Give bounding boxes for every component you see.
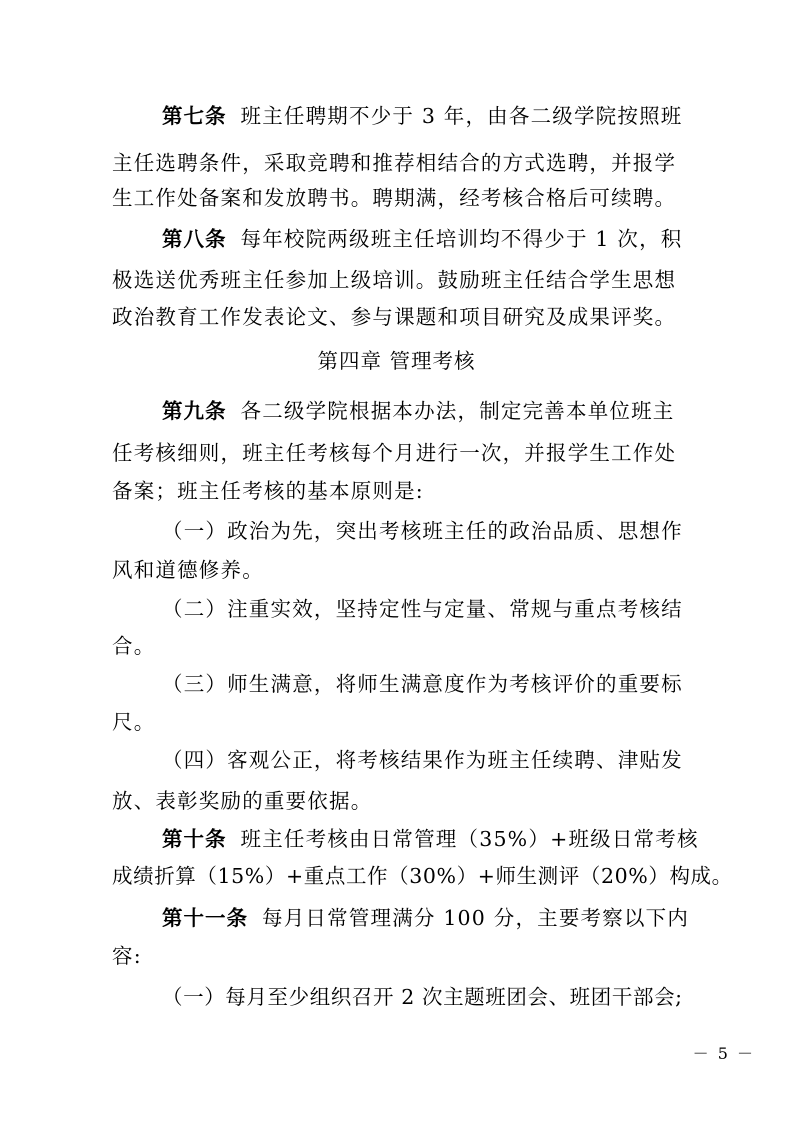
article-8-heading: 第八条 [162,227,227,251]
article-9-item-3-line-1: （三）师生满意，将师生满意度作为考核评价的重要标 [162,672,683,696]
article-11-text-1: 每月日常管理满分 100 分，主要考察以下内 [262,906,690,930]
article-9-item-4-line-2: 放、表彰奖励的重要依据。 [112,789,373,813]
article-9-line-2: 任考核细则，班主任考核每个月进行一次，并报学生工作处 [112,441,677,465]
article-11-line-2: 容: [112,944,142,968]
article-7-line-3: 生工作处备案和发放聘书。聘期满，经考核合格后可续聘。 [112,186,677,210]
article-7-line-1 [162,99,692,133]
article-9-item-2-line-1: （二）注重实效，坚持定性与定量、常规与重点考核结 [162,597,683,621]
article-7-line-2: 主任选聘条件，采取竞聘和推荐相结合的方式选聘，并报学 [112,151,677,175]
article-9-line-1 [162,394,692,428]
article-9-item-2-line-2: 合。 [112,634,156,658]
page-number: － 5 － [692,1044,755,1063]
article-9-line-3: 备案；班主任考核的基本原则是: [112,479,424,503]
article-8-line-1 [162,222,692,256]
article-11-heading: 第十一条 [162,906,248,930]
article-10-text-1: 班主任考核由日常管理（35%）+班级日常考核 [240,827,699,851]
article-10-line-2: 成绩折算（15%）+重点工作（30%）+师生测评（20%）构成。 [112,864,733,888]
article-7-text-1: 班主任聘期不少于 3 年，由各二级学院按照班 [240,104,683,128]
article-9-item-3-line-2: 尺。 [112,710,156,734]
article-11-line-1 [162,901,692,935]
article-9-item-4-line-1: （四）客观公正，将考核结果作为班主任续聘、津贴发 [162,748,683,772]
article-9-item-1-line-2: 风和道德修养。 [112,558,264,582]
article-9-item-1-line-1: （一）政治为先，突出考核班主任的政治品质、思想作 [162,519,683,543]
article-10-heading: 第十条 [162,827,227,851]
article-8-line-2: 极选送优秀班主任参加上级培训。鼓励班主任结合学生思想 [112,268,677,292]
article-9-heading: 第九条 [162,399,227,423]
article-8-line-3: 政治教育工作发表论文、参与课题和项目研究及成果评奖。 [112,305,677,329]
article-9-text-1: 各二级学院根据本办法，制定完善本单位班主 [240,399,675,423]
article-10-line-1 [162,822,699,856]
article-7-heading: 第七条 [162,104,227,128]
chapter-4-title: 第四章 管理考核 [317,349,476,373]
article-11-item-1: （一）每月至少组织召开 2 次主题班团会、班团干部会; [162,985,683,1009]
article-8-text-1: 每年校院两级班主任培训均不得少于 1 次，积 [240,227,683,251]
